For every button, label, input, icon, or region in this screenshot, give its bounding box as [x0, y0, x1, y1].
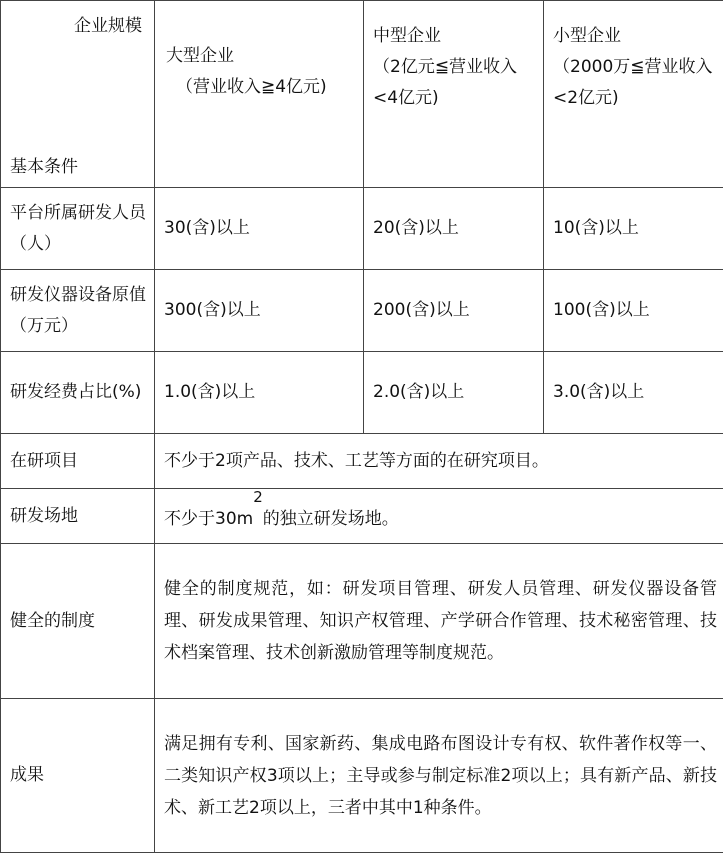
- cell-large-rd-funding: 1.0(含)以上: [155, 352, 364, 434]
- small-enterprise-title: 小型企业: [553, 26, 621, 46]
- table-row: [1, 489, 723, 544]
- table-row: [1, 352, 723, 434]
- table-row: [1, 699, 723, 853]
- cell-rules: 健全的制度规范，如：研发项目管理、研发人员管理、研发仪器设备管理、研发成果管理、知识产权管理、产学研合作管理、技术秘密管理、技术档案管理、技术创新激励管理等制度规范。: [155, 544, 723, 699]
- row-label-rd-funding: 研发经费占比(%): [1, 352, 155, 434]
- cell-large-rd-staff: 30(含)以上: [155, 188, 364, 270]
- large-enterprise-revenue: （营业收入≧4亿元): [166, 72, 357, 103]
- large-enterprise-title: 大型企业: [166, 46, 234, 66]
- cell-medium-equipment-value: 200(含)以上: [364, 270, 544, 352]
- small-enterprise-header: [544, 1, 723, 188]
- large-enterprise-header: [155, 1, 364, 188]
- cell-medium-rd-funding: 2.0(含)以上: [364, 352, 544, 434]
- medium-enterprise-revenue: （2亿元≦营业收入<4亿元): [373, 57, 517, 108]
- cell-results: 满足拥有专利、国家新药、集成电路布图设计专有权、软件著作权等一、二类知识产权3项以上；主导或参与制定标准2项以上；具有新产品、新技术、新工艺2项以上，三者中其中1种条件。: [155, 699, 723, 853]
- table-row: [1, 434, 723, 489]
- row-label-results: 成果: [1, 699, 155, 853]
- row-label-rd-site: 研发场地: [1, 489, 155, 544]
- medium-enterprise-title: 中型企业: [373, 26, 441, 46]
- cell-rd-site: [155, 489, 723, 544]
- row-label-rd-staff: 平台所属研发人员（人）: [1, 188, 155, 270]
- cell-small-rd-funding: 3.0(含)以上: [544, 352, 723, 434]
- table-row: [1, 544, 723, 699]
- cell-small-equipment-value: 100(含)以上: [544, 270, 723, 352]
- medium-enterprise-header: [364, 1, 544, 188]
- corner-header-cell: [1, 1, 155, 188]
- row-label-rules: 健全的制度: [1, 544, 155, 699]
- cell-large-equipment-value: 300(含)以上: [155, 270, 364, 352]
- row-label-projects: 在研项目: [1, 434, 155, 489]
- row-label-equipment-value: 研发仪器设备原值（万元）: [1, 270, 155, 352]
- header-row: [1, 1, 723, 188]
- basic-conditions-label: 基本条件: [10, 152, 78, 183]
- cell-projects: 不少于2项产品、技术、工艺等方面的在研究项目。: [155, 434, 723, 489]
- table-row: [1, 188, 723, 270]
- rd-site-text-end: 的独立研发场地。: [263, 509, 399, 529]
- rd-site-text: 不少于30m: [164, 509, 253, 529]
- superscript-two: 2: [253, 489, 263, 507]
- cell-small-rd-staff: 10(含)以上: [544, 188, 723, 270]
- enterprise-scale-label: 企业规模: [74, 11, 142, 42]
- table-row: [1, 270, 723, 352]
- small-enterprise-revenue: （2000万≦营业收入<2亿元): [553, 57, 713, 108]
- cell-medium-rd-staff: 20(含)以上: [364, 188, 544, 270]
